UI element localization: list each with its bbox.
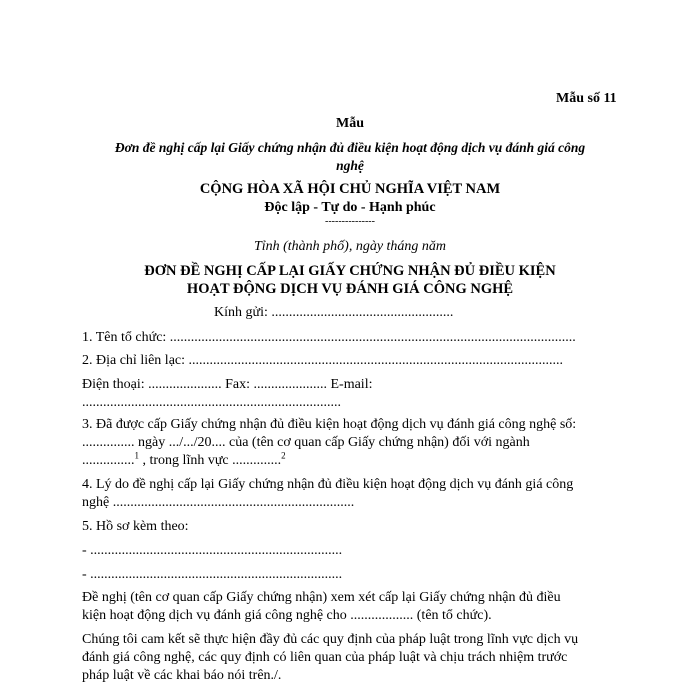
commitment-line1: Chúng tôi cam kết sẽ thực hiện đầy đủ các quy định của pháp luật trong lĩnh vực dịch vụ <box>82 632 579 647</box>
national-title: CỘNG HÒA XÃ HỘI CHỦ NGHĨA VIỆT NAM <box>199 181 501 197</box>
motto-rule: --------------- <box>325 216 375 227</box>
attachment-item-2: - ........................................................................ <box>82 567 343 582</box>
request-line2: kiện hoạt động dịch vụ đánh giá công nghệ cho .................. (tên tổ chức). <box>82 608 492 623</box>
national-motto: Độc lập - Tự do - Hạnh phúc <box>264 200 436 215</box>
field-certificate-line3 <box>82 452 642 470</box>
field-reason-line1: 4. Lý do đề nghị cấp lại Giấy chứng nhận đủ điều kiện hoạt động dịch vụ đánh giá công <box>82 477 574 492</box>
field-attachments-heading: 5. Hồ sơ kèm theo: <box>82 519 189 534</box>
commitment-line2: đánh giá công nghệ, các quy định có liên quan của pháp luật và chịu trách nhiệm trước <box>82 650 568 665</box>
field-certificate-line2: ............... ngày .../.../20.... của (tên cơ quan cấp Giấy chứng nhận) đối với ngành <box>82 435 530 450</box>
field-contact-address: 2. Địa chỉ liên lạc: ........................................................................................................... <box>82 353 564 368</box>
request-line1: Đề nghị (tên cơ quan cấp Giấy chứng nhận) xem xét cấp lại Giấy chứng nhận đủ điều <box>82 590 561 605</box>
field-organization-name: 1. Tên tổ chức: .................................................................................................................... <box>82 330 576 345</box>
document-title-line1: ĐƠN ĐỀ NGHỊ CẤP LẠI GIẤY CHỨNG NHẬN ĐỦ ĐIỀU KIỆN <box>144 263 556 279</box>
form-description-line1: Đơn đề nghị cấp lại Giấy chứng nhận đủ điều kiện hoạt động dịch vụ đánh giá công <box>114 140 586 155</box>
field-certificate-line1: 3. Đã được cấp Giấy chứng nhận đủ điều kiện hoạt động dịch vụ đánh giá công nghệ số: <box>82 417 577 432</box>
field-reason-line2: nghệ ..................................................................... <box>82 495 355 510</box>
commitment-line3: pháp luật về các khai báo nói trên./. <box>82 668 282 683</box>
attachment-item-1: - ........................................................................ <box>82 543 343 558</box>
addressee-line: Kính gửi: .................................................... <box>214 305 454 320</box>
footnote-ref-1: 1 <box>134 450 139 461</box>
footnote-ref-2: 2 <box>281 450 286 461</box>
form-description-line2: nghệ <box>336 158 364 173</box>
field-email-continuation: .......................................................................... <box>82 395 341 410</box>
document-title-line2: HOẠT ĐỘNG DỊCH VỤ ĐÁNH GIÁ CÔNG NGHỆ <box>186 281 514 297</box>
form-label: Mẫu <box>336 116 364 131</box>
field-industry-blank: ............... <box>82 453 135 468</box>
place-date: Tỉnh (thành phố), ngày tháng năm <box>253 239 447 254</box>
field-domain-blank: , trong lĩnh vực .............. <box>139 453 282 468</box>
form-number: Mẫu số 11 <box>556 91 617 106</box>
field-phone-fax-email: Điện thoại: ..................... Fax: ..................... E-mail: <box>82 377 373 392</box>
